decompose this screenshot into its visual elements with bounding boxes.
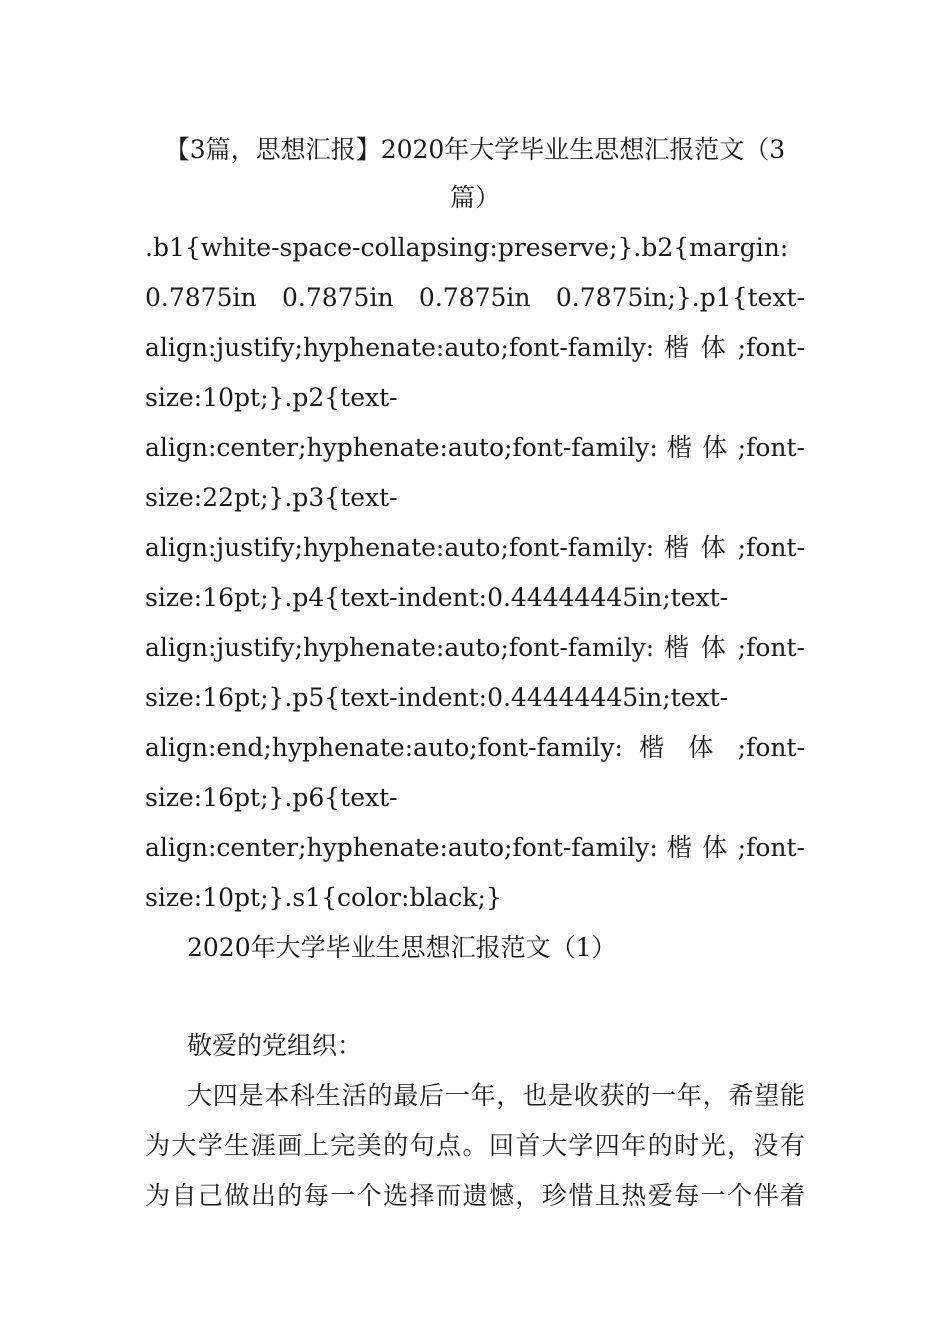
document-content (145, 126, 805, 1221)
css-text-line: align:justify;hyphenate:auto;font-family: 楷 体 ;font- (145, 533, 805, 562)
css-text-line: align:center;hyphenate:auto;font-family: 楷 体 ;font- (145, 433, 805, 462)
paragraph-line: 为大学生涯画上完美的句点。回首大学四年的时光，没有 (145, 1131, 805, 1160)
title-line-2: 篇） (449, 183, 500, 212)
document-title (145, 126, 805, 222)
css-text-line: size:22pt;}.p3{text- (145, 483, 398, 512)
title-line-1: 【3篇，思想汇报】2020年大学毕业生思想汇报范文（3 (164, 135, 786, 164)
css-text-line: align:center;hyphenate:auto;font-family: 楷 体 ;font- (145, 833, 805, 862)
css-text-line: size:10pt;}.p2{text- (145, 383, 398, 412)
body-paragraph (145, 1071, 805, 1221)
css-text-line: size:16pt;}.p5{text-indent:0.44444445in;text- (145, 683, 729, 712)
paragraph-line: 为自己做出的每一个选择而遗憾，珍惜且热爱每一个伴着 (145, 1181, 805, 1210)
css-text-line: size:16pt;}.p4{text-indent:0.44444445in;text- (145, 583, 729, 612)
section-subtitle: 2020年大学毕业生思想汇报范文（1） (187, 933, 617, 962)
css-text-line: align:end;hyphenate:auto;font-family: 楷 体 ;font- (145, 733, 805, 762)
salutation: 敬爱的党组织： (187, 1031, 363, 1060)
css-text-line: size:16pt;}.p6{text- (145, 783, 398, 812)
css-text-line: 0.7875in 0.7875in 0.7875in 0.7875in;}.p1{text- (145, 283, 805, 312)
css-text-line: align:justify;hyphenate:auto;font-family: 楷 体 ;font- (145, 633, 805, 662)
stray-css-text (145, 223, 805, 923)
css-text-line: align:justify;hyphenate:auto;font-family: 楷 体 ;font- (145, 333, 805, 362)
css-text-line: .b1{white-space-collapsing:preserve;}.b2{margin: (145, 233, 789, 262)
paragraph-line: 大四是本科生活的最后一年，也是收获的一年，希望能 (187, 1081, 805, 1110)
css-text-line: size:10pt;}.s1{color:black;} (145, 883, 502, 912)
